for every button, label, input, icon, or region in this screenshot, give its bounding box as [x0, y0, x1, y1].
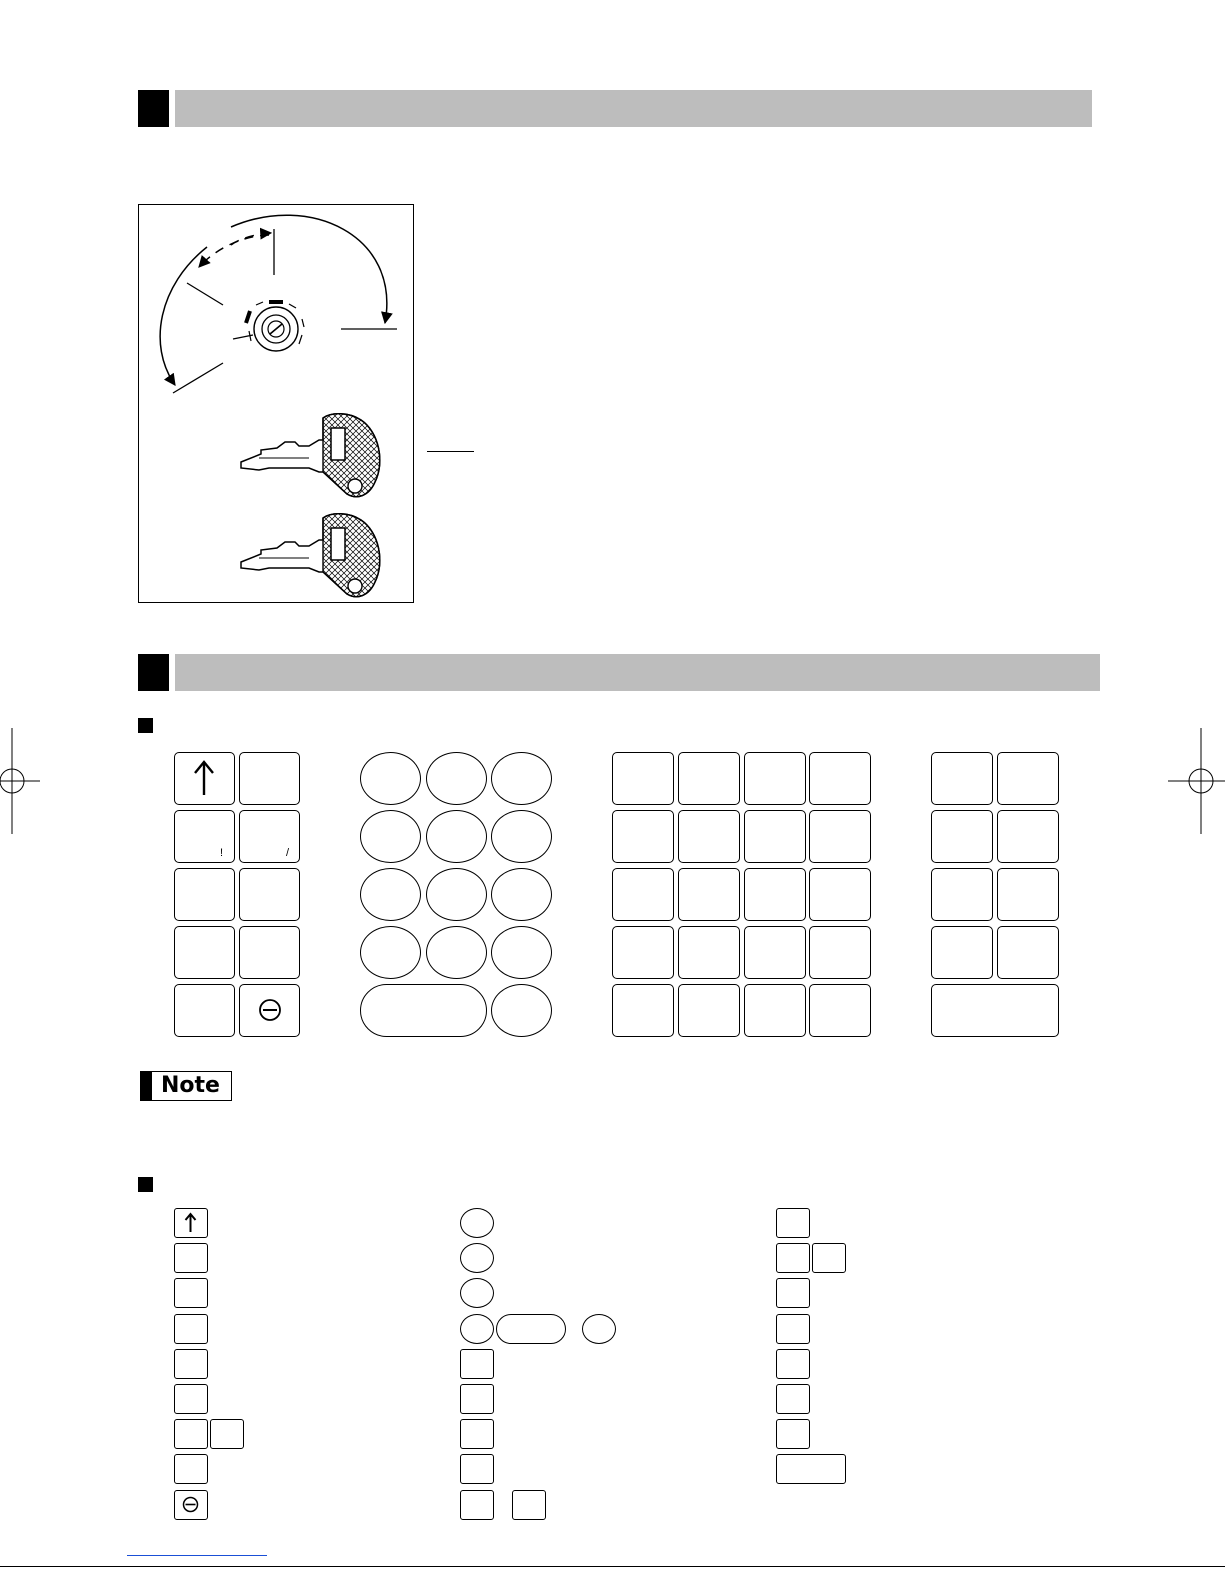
- func-key-r4-c2[interactable]: [997, 926, 1059, 979]
- numeric-key-r2-c1[interactable]: [360, 810, 421, 863]
- note-label-tab: [141, 1072, 152, 1100]
- note-label: Note: [161, 1073, 220, 1098]
- dept-key-r4-c4[interactable]: [809, 926, 871, 979]
- key-g1-r3-c1[interactable]: [174, 868, 235, 921]
- section-header-bar-2: [175, 654, 1100, 691]
- slash-mark: /: [286, 847, 290, 859]
- list-key-c1-2: [174, 1243, 208, 1273]
- dept-key-r5-c1[interactable]: [612, 984, 674, 1037]
- numeric-key-r4-c2[interactable]: [426, 926, 487, 979]
- key-g1-r2-c2[interactable]: [239, 810, 300, 863]
- list-key-c3-2b: [812, 1243, 846, 1273]
- list-oval-key-4a: [460, 1314, 494, 1344]
- crop-mark-right: [1168, 728, 1225, 834]
- numeric-key-r5-c3[interactable]: [491, 984, 552, 1037]
- up-arrow-icon: [175, 1209, 206, 1236]
- list-key-c3-1: [776, 1208, 810, 1238]
- dept-key-r2-c3[interactable]: [744, 810, 806, 863]
- dept-key-r1-c4[interactable]: [809, 752, 871, 805]
- numeric-key-r1-c3[interactable]: [491, 752, 552, 805]
- dept-key-r5-c2[interactable]: [678, 984, 740, 1037]
- list-key-c3-7: [776, 1419, 810, 1449]
- numeric-key-wide[interactable]: [360, 984, 487, 1037]
- section-header-marker-2: [138, 654, 169, 691]
- shift-key[interactable]: [174, 752, 235, 805]
- dept-key-r4-c2[interactable]: [678, 926, 740, 979]
- list-key-c2-5: [460, 1349, 494, 1379]
- list-key-c2-8: [460, 1454, 494, 1484]
- up-arrow-icon: [175, 753, 233, 803]
- func-key-r3-c2[interactable]: [997, 868, 1059, 921]
- list-minus-key: [174, 1490, 208, 1520]
- key-g1-r1-c2[interactable]: [239, 752, 300, 805]
- numeric-key-r4-c3[interactable]: [491, 926, 552, 979]
- mode-switch-keys-figure: [138, 204, 414, 603]
- list-key-c3-2a: [776, 1243, 810, 1273]
- key-g1-r2-c1[interactable]: [174, 810, 235, 863]
- mode-switch-diagram: [139, 205, 415, 604]
- numeric-key-r3-c3[interactable]: [491, 868, 552, 921]
- circle-minus-icon: [175, 1491, 206, 1518]
- keyboard-layout-bullet: [138, 718, 153, 733]
- key-g1-r4-c1[interactable]: [174, 926, 235, 979]
- dept-key-r2-c2[interactable]: [678, 810, 740, 863]
- list-oval-key-4b: [496, 1314, 566, 1344]
- list-oval-key-4c: [582, 1314, 616, 1344]
- list-key-c1-8: [174, 1454, 208, 1484]
- minus-key[interactable]: [239, 984, 300, 1037]
- func-key-r2-c1[interactable]: [931, 810, 993, 863]
- key-g1-r4-c2[interactable]: [239, 926, 300, 979]
- section-header-marker-1: [138, 90, 169, 127]
- numeric-key-r3-c2[interactable]: [426, 868, 487, 921]
- numeric-key-r1-c1[interactable]: [360, 752, 421, 805]
- dept-key-r2-c1[interactable]: [612, 810, 674, 863]
- exclamation-mark: !: [220, 847, 224, 859]
- dept-key-r3-c4[interactable]: [809, 868, 871, 921]
- func-key-r3-c1[interactable]: [931, 868, 993, 921]
- key-callout-line: [427, 451, 474, 452]
- list-key-c3-4: [776, 1314, 810, 1344]
- footer-link-underline: [127, 1555, 267, 1556]
- list-key-c3-3: [776, 1278, 810, 1308]
- list-oval-key-1: [460, 1208, 494, 1238]
- list-oval-key-3: [460, 1278, 494, 1308]
- list-key-c3-5: [776, 1349, 810, 1379]
- circle-minus-icon: [240, 985, 298, 1035]
- list-key-c2-9a: [460, 1490, 494, 1520]
- numeric-key-r4-c1[interactable]: [360, 926, 421, 979]
- list-key-c2-7: [460, 1419, 494, 1449]
- dept-key-r3-c1[interactable]: [612, 868, 674, 921]
- list-key-c2-6: [460, 1384, 494, 1414]
- bottom-rule: [0, 1566, 1225, 1567]
- dept-key-r4-c3[interactable]: [744, 926, 806, 979]
- dept-key-r3-c3[interactable]: [744, 868, 806, 921]
- list-key-c1-3: [174, 1278, 208, 1308]
- note-label-box: [140, 1071, 232, 1101]
- crop-mark-left: [0, 728, 40, 834]
- list-shift-key: [174, 1208, 208, 1238]
- dept-key-r2-c4[interactable]: [809, 810, 871, 863]
- dept-key-r1-c3[interactable]: [744, 752, 806, 805]
- func-key-r1-c2[interactable]: [997, 752, 1059, 805]
- list-key-c3-6: [776, 1384, 810, 1414]
- list-key-c1-5: [174, 1349, 208, 1379]
- list-key-c2-9b: [512, 1490, 546, 1520]
- func-key-r1-c1[interactable]: [931, 752, 993, 805]
- numeric-key-r2-c2[interactable]: [426, 810, 487, 863]
- numeric-key-r3-c1[interactable]: [360, 868, 421, 921]
- dept-key-r1-c2[interactable]: [678, 752, 740, 805]
- numeric-key-r2-c3[interactable]: [491, 810, 552, 863]
- dept-key-r5-c4[interactable]: [809, 984, 871, 1037]
- dept-key-r4-c1[interactable]: [612, 926, 674, 979]
- func-key-r2-c2[interactable]: [997, 810, 1059, 863]
- section-header-bar-1: [175, 90, 1092, 127]
- list-key-c1-6: [174, 1384, 208, 1414]
- list-oval-key-2: [460, 1243, 494, 1273]
- key-g1-r5-c1[interactable]: [174, 984, 235, 1037]
- list-key-c1-7a: [174, 1419, 208, 1449]
- key-names-bullet: [138, 1177, 153, 1192]
- list-key-c1-4: [174, 1314, 208, 1344]
- func-key-r4-c1[interactable]: [931, 926, 993, 979]
- list-key-c3-8-wide: [776, 1454, 846, 1484]
- func-key-wide[interactable]: [931, 984, 1059, 1037]
- dept-key-r3-c2[interactable]: [678, 868, 740, 921]
- dept-key-r1-c1[interactable]: [612, 752, 674, 805]
- key-g1-r3-c2[interactable]: [239, 868, 300, 921]
- dept-key-r5-c3[interactable]: [744, 984, 806, 1037]
- numeric-key-r1-c2[interactable]: [426, 752, 487, 805]
- list-key-c1-7b: [210, 1419, 244, 1449]
